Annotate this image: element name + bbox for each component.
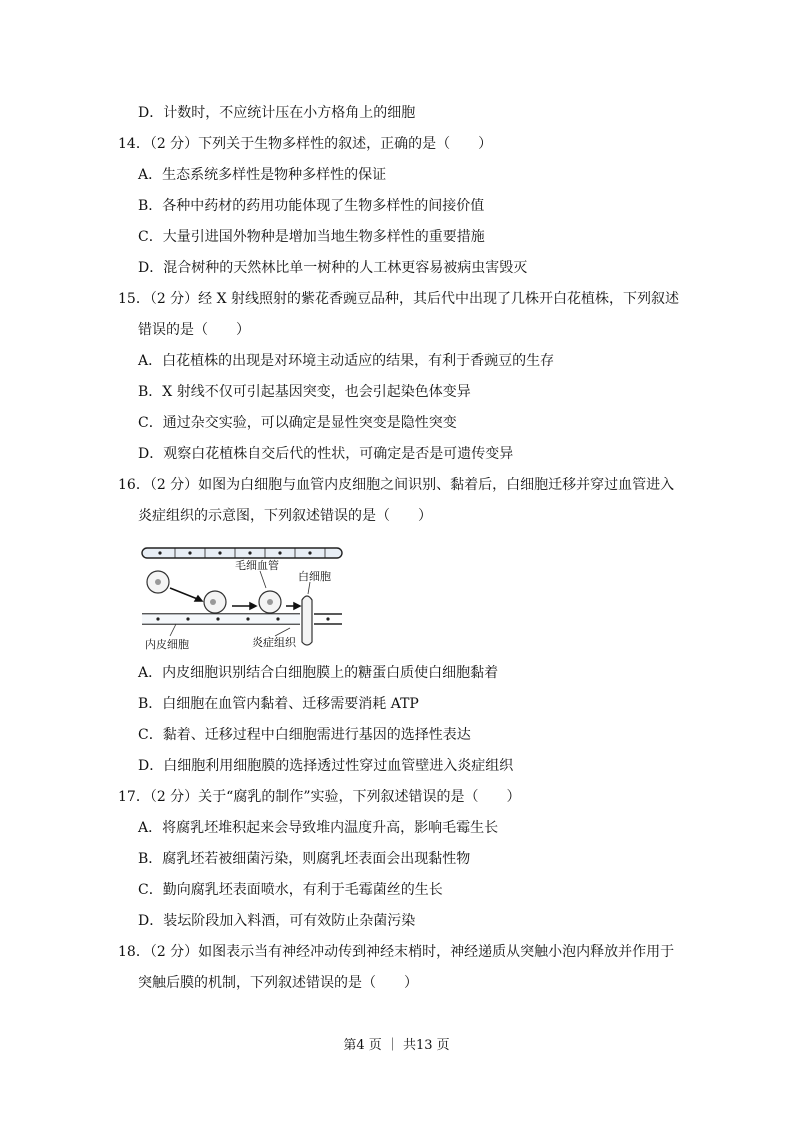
q16-stem-line1: 16．（2 分）如图为白细胞与血管内皮细胞之间识别、黏着后，白细胞迁移并穿过血管进入 bbox=[118, 477, 675, 493]
q14-option-c: C．大量引进国外物种是增加当地生物多样性的重要措施 bbox=[138, 229, 485, 245]
leukocyte-migration-figure bbox=[140, 544, 346, 652]
q17-option-b: B．腐乳坯若被细菌污染，则腐乳坯表面会出现黏性物 bbox=[138, 851, 471, 867]
q15-option-a: A．白花植株的出现是对环境主动适应的结果，有利于香豌豆的生存 bbox=[138, 353, 555, 369]
q17-option-c: C．勤向腐乳坯表面喷水，有利于毛霉菌丝的生长 bbox=[138, 882, 443, 898]
q15-stem-line2: 错误的是（ ） bbox=[138, 322, 250, 338]
q14-option-d: D．混合树种的天然林比单一树种的人工林更容易被病虫害毁灭 bbox=[138, 260, 528, 276]
q18-stem-line1: 18．（2 分）如图表示当有神经冲动传到神经末梢时，神经递质从突触小泡内释放并作用于 bbox=[118, 944, 675, 960]
label-capillary: 毛细血管 bbox=[235, 559, 279, 572]
q15-option-d: D．观察白花植株自交后代的性状，可确定是否是可遗传变异 bbox=[138, 446, 514, 462]
q15-option-b: B．X 射线不仅可引起基因突变，也会引起染色体变异 bbox=[138, 384, 471, 400]
q17-option-d: D．装坛阶段加入料酒，可有效防止杂菌污染 bbox=[138, 913, 416, 929]
label-white-blood-cell: 白细胞 bbox=[298, 570, 331, 583]
page-footer: 第4 页 ｜ 共13 页 bbox=[343, 1038, 450, 1053]
q16-option-c: C．黏着、迁移过程中白细胞需进行基因的选择性表达 bbox=[138, 727, 471, 743]
q16-stem-line2: 炎症组织的示意图，下列叙述错误的是（ ） bbox=[138, 508, 432, 524]
q16-option-d: D．白细胞利用细胞膜的选择透过性穿过血管壁进入炎症组织 bbox=[138, 758, 514, 774]
q18-stem-line2: 突触后膜的机制，下列叙述错误的是（ ） bbox=[138, 975, 418, 991]
q16-option-a: A．内皮细胞识别结合白细胞膜上的糖蛋白质使白细胞黏着 bbox=[138, 665, 499, 681]
label-inflamed-tissue: 炎症组织 bbox=[252, 636, 296, 649]
q13-option-d: D．计数时，不应统计压在小方格角上的细胞 bbox=[138, 105, 416, 121]
label-endothelial-cell: 内皮细胞 bbox=[145, 638, 189, 651]
q16-option-b: B．白细胞在血管内黏着、迁移需要消耗 ATP bbox=[138, 696, 419, 712]
q15-option-c: C．通过杂交实验，可以确定是显性突变是隐性突变 bbox=[138, 415, 457, 431]
q17-option-a: A．将腐乳坯堆积起来会导致堆内温度升高，影响毛霉生长 bbox=[138, 820, 499, 836]
q14-stem: 14．（2 分）下列关于生物多样性的叙述，正确的是（ ） bbox=[118, 136, 493, 152]
q14-option-b: B．各种中药材的药用功能体现了生物多样性的间接价值 bbox=[138, 198, 485, 214]
q15-stem-line1: 15．（2 分）经 X 射线照射的紫花香豌豆品种，其后代中出现了几株开白花植株，下列叙述 bbox=[118, 291, 680, 307]
q14-option-a: A．生态系统多样性是物种多样性的保证 bbox=[138, 167, 387, 183]
q17-stem: 17．（2 分）关于“腐乳的制作”实验，下列叙述错误的是（ ） bbox=[118, 789, 521, 805]
